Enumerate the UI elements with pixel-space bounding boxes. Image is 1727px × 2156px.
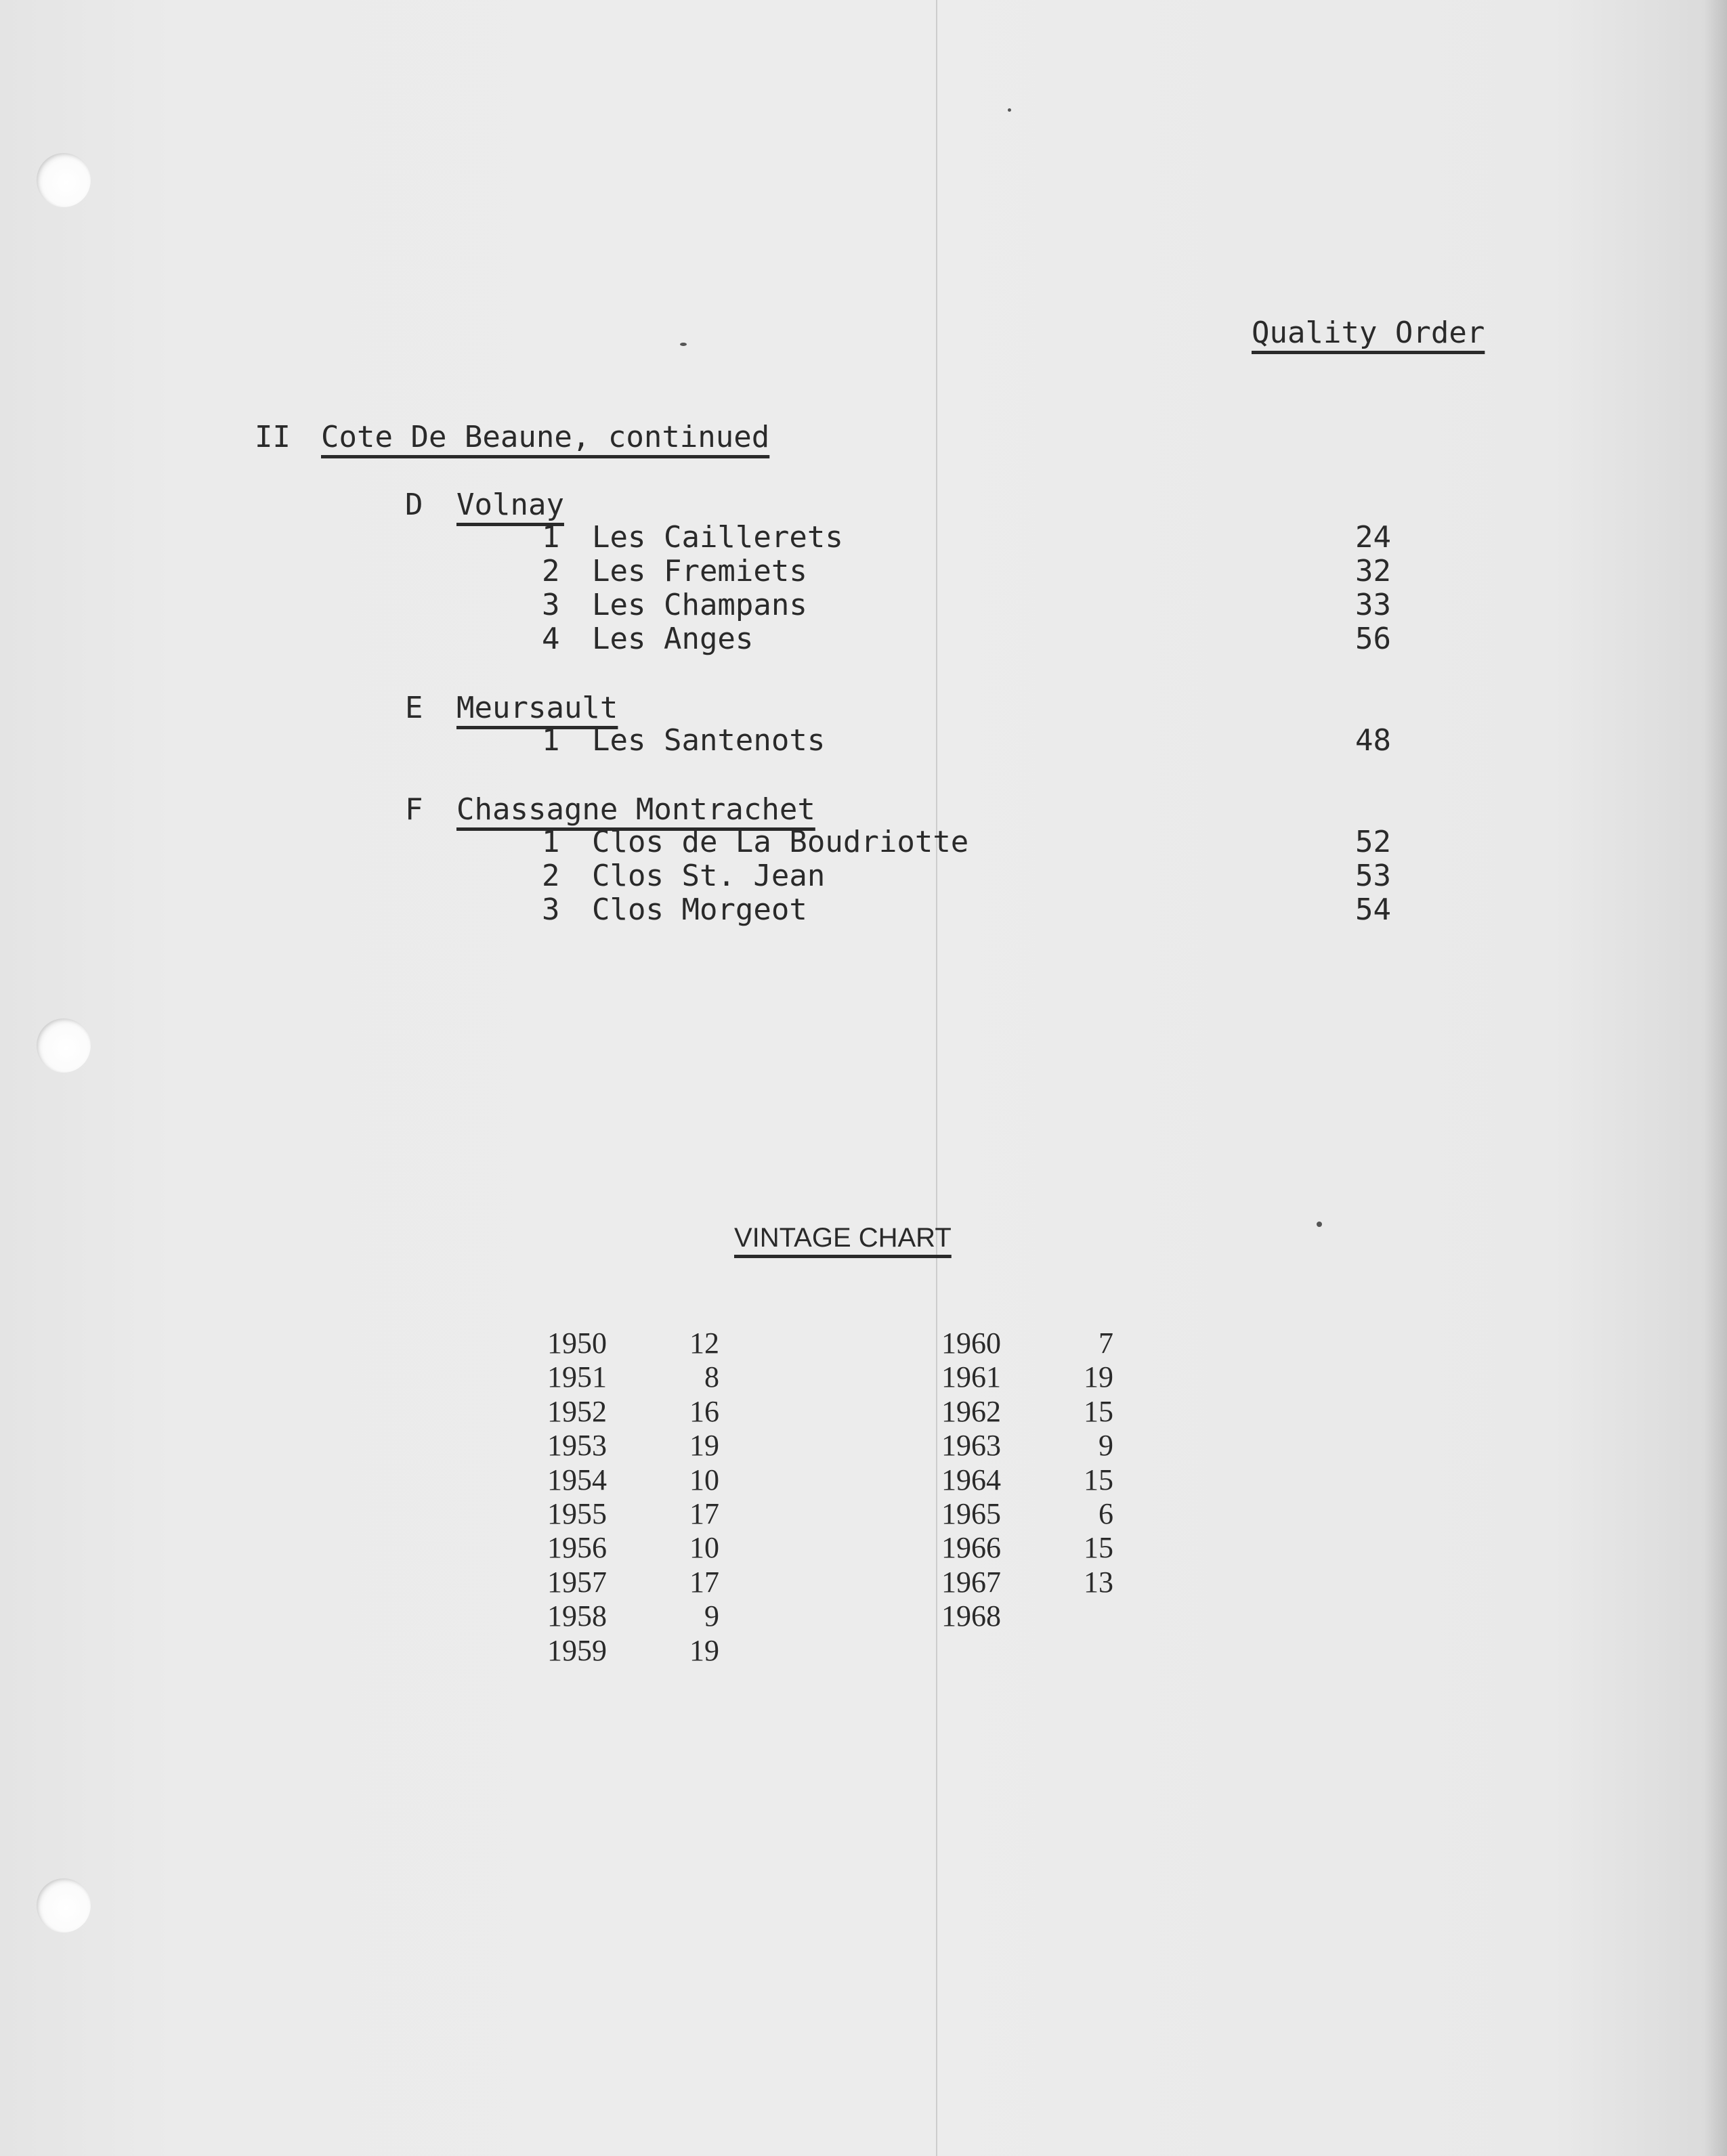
- vintage-year: 1955: [547, 1497, 607, 1530]
- vintage-score: 15: [1084, 1531, 1113, 1564]
- vintage-score: 7: [1099, 1327, 1113, 1360]
- quality-order-header: Quality Order: [1252, 316, 1485, 350]
- vintage-year: 1966: [941, 1531, 1001, 1564]
- scan-speck: [1008, 108, 1011, 112]
- page-edge-shadow: [1704, 0, 1727, 2156]
- vintage-score: 15: [1084, 1463, 1113, 1496]
- item-number: 4: [542, 622, 560, 656]
- item-name: Clos St. Jean: [592, 859, 826, 893]
- item-number: 1: [542, 723, 560, 758]
- vintage-score: 10: [689, 1463, 719, 1496]
- vintage-score: 6: [1099, 1497, 1113, 1530]
- item-quality: 56: [1355, 622, 1391, 656]
- item-quality: 48: [1355, 723, 1391, 758]
- vintage-year: 1960: [941, 1327, 1001, 1360]
- scan-speck: [1317, 1222, 1322, 1227]
- vintage-score: 12: [689, 1327, 719, 1360]
- vintage-year: 1956: [547, 1531, 607, 1564]
- group-name: Meursault: [456, 691, 618, 725]
- vintage-year: 1954: [547, 1463, 607, 1496]
- page-fold-line: [936, 0, 937, 2156]
- item-name: Les Fremiets: [592, 554, 807, 588]
- vintage-score: 8: [704, 1360, 719, 1394]
- item-number: 2: [542, 554, 560, 588]
- group-letter: E: [405, 691, 423, 725]
- vintage-year: 1959: [547, 1634, 607, 1667]
- vintage-score: 19: [689, 1429, 719, 1462]
- item-quality: 33: [1355, 588, 1391, 622]
- vintage-score: 16: [689, 1395, 719, 1428]
- vintage-score: 19: [1084, 1360, 1113, 1394]
- vintage-score: 17: [689, 1497, 719, 1530]
- vintage-score: 19: [689, 1634, 719, 1667]
- punch-hole-top: [37, 153, 91, 207]
- vintage-year: 1964: [941, 1463, 1001, 1496]
- section-title: Cote De Beaune, continued: [321, 420, 770, 454]
- vintage-score: 10: [689, 1531, 719, 1564]
- item-quality: 54: [1355, 892, 1391, 927]
- item-name: Clos de La Boudriotte: [592, 825, 969, 859]
- item-number: 1: [542, 825, 560, 859]
- vintage-score: 9: [1099, 1429, 1113, 1462]
- vintage-year: 1950: [547, 1327, 607, 1360]
- vintage-year: 1953: [547, 1429, 607, 1462]
- vintage-score: 15: [1084, 1395, 1113, 1428]
- group-name: Volnay: [456, 488, 564, 522]
- vintage-year: 1952: [547, 1395, 607, 1428]
- vintage-year: 1951: [547, 1360, 607, 1394]
- item-number: 1: [542, 520, 560, 555]
- vintage-year: 1961: [941, 1360, 1001, 1394]
- item-number: 3: [542, 588, 560, 622]
- vintage-year: 1957: [547, 1566, 607, 1599]
- item-number: 2: [542, 859, 560, 893]
- punch-hole-middle: [37, 1018, 91, 1073]
- group-letter: F: [405, 792, 423, 827]
- vintage-year: 1958: [547, 1599, 607, 1633]
- group-name: Chassagne Montrachet: [456, 792, 815, 827]
- item-quality: 52: [1355, 825, 1391, 859]
- vintage-year: 1962: [941, 1395, 1001, 1428]
- vintage-year: 1965: [941, 1497, 1001, 1530]
- vintage-score: 9: [704, 1599, 719, 1633]
- scan-speck: [680, 343, 687, 346]
- item-name: Les Anges: [592, 622, 754, 656]
- item-name: Les Caillerets: [592, 520, 843, 555]
- item-quality: 32: [1355, 554, 1391, 588]
- group-letter: D: [405, 488, 423, 522]
- vintage-year: 1967: [941, 1566, 1001, 1599]
- punch-hole-bottom: [37, 1878, 91, 1933]
- item-quality: 53: [1355, 859, 1391, 893]
- vintage-year: 1968: [941, 1599, 1001, 1633]
- item-number: 3: [542, 892, 560, 927]
- section-numeral: II: [255, 420, 291, 454]
- item-name: Les Santenots: [592, 723, 826, 758]
- vintage-score: 13: [1084, 1566, 1113, 1599]
- item-quality: 24: [1355, 520, 1391, 555]
- item-name: Clos Morgeot: [592, 892, 807, 927]
- item-name: Les Champans: [592, 588, 807, 622]
- vintage-chart-title: VINTAGE CHART: [734, 1223, 952, 1253]
- vintage-score: 17: [689, 1566, 719, 1599]
- vintage-year: 1963: [941, 1429, 1001, 1462]
